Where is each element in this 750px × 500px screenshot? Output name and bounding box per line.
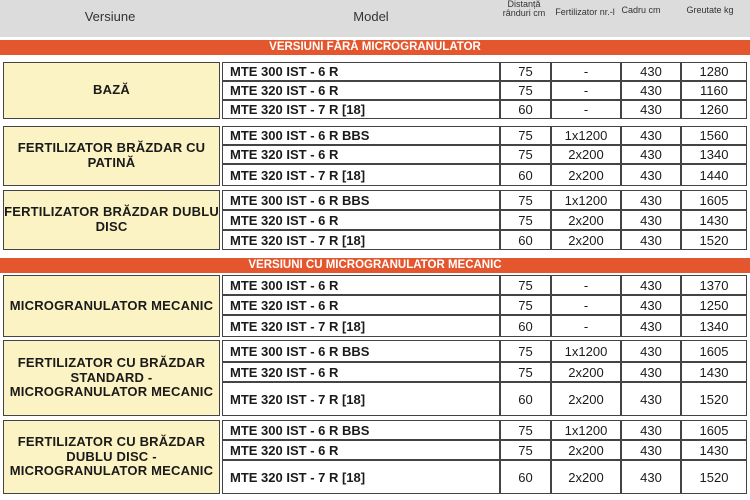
cell-cadru: 430 — [621, 315, 681, 337]
cell-cadru: 430 — [621, 190, 681, 210]
cell-model: MTE 320 IST - 7 R [18] — [222, 460, 500, 494]
table-row — [222, 362, 747, 382]
version-label: FERTILIZATOR BRĂZDAR CU PATINĂ — [3, 126, 220, 186]
cell-distanta: 75 — [500, 275, 551, 295]
table-row — [222, 440, 747, 460]
table-row — [222, 145, 747, 164]
cell-fertilizator: 2x200 — [551, 164, 621, 186]
cell-greutate: 1560 — [681, 126, 747, 145]
cell-greutate: 1605 — [681, 190, 747, 210]
cell-fertilizator: 2x200 — [551, 210, 621, 230]
table-row — [222, 275, 747, 295]
cell-greutate: 1430 — [681, 210, 747, 230]
cell-distanta: 60 — [500, 460, 551, 494]
cell-distanta: 75 — [500, 420, 551, 440]
cell-model: MTE 320 IST - 6 R — [222, 295, 500, 315]
cell-cadru: 430 — [621, 420, 681, 440]
cell-distanta: 60 — [500, 315, 551, 337]
cell-model: MTE 320 IST - 7 R [18] — [222, 100, 500, 119]
cell-distanta: 60 — [500, 382, 551, 416]
cell-model: MTE 300 IST - 6 R BBS — [222, 126, 500, 145]
cell-fertilizator: 1x1200 — [551, 340, 621, 362]
cell-greutate: 1160 — [681, 81, 747, 100]
cell-greutate: 1520 — [681, 230, 747, 250]
cell-greutate: 1340 — [681, 145, 747, 164]
table-row — [222, 62, 747, 81]
cell-fertilizator: 1x1200 — [551, 420, 621, 440]
header-greutate: Greutate kg — [686, 5, 734, 15]
cell-model: MTE 300 IST - 6 R — [222, 62, 500, 81]
cell-fertilizator: - — [551, 295, 621, 315]
cell-distanta: 60 — [500, 164, 551, 186]
cell-model: MTE 320 IST - 7 R [18] — [222, 382, 500, 416]
cell-model: MTE 320 IST - 6 R — [222, 210, 500, 230]
header-model: Model — [353, 9, 389, 24]
cell-model: MTE 320 IST - 6 R — [222, 362, 500, 382]
cell-cadru: 430 — [621, 81, 681, 100]
cell-distanta: 75 — [500, 210, 551, 230]
cell-greutate: 1370 — [681, 275, 747, 295]
header-fertilizator: Fertilizator nr.-l — [555, 7, 615, 17]
cell-distanta: 75 — [500, 440, 551, 460]
cell-greutate: 1520 — [681, 382, 747, 416]
cell-greutate: 1250 — [681, 295, 747, 315]
cell-fertilizator: 2x200 — [551, 145, 621, 164]
header-versiune: Versiune — [84, 9, 136, 24]
table-row — [222, 315, 747, 337]
table-row — [222, 190, 747, 210]
cell-model: MTE 300 IST - 6 R BBS — [222, 190, 500, 210]
cell-greutate: 1280 — [681, 62, 747, 81]
cell-fertilizator: 1x1200 — [551, 190, 621, 210]
cell-fertilizator: 1x1200 — [551, 126, 621, 145]
header-distanta: Distanță rânduri cm — [502, 0, 546, 19]
cell-distanta: 60 — [500, 230, 551, 250]
header-cadru: Cadru cm — [621, 5, 661, 15]
cell-cadru: 430 — [621, 295, 681, 315]
cell-model: MTE 320 IST - 7 R [18] — [222, 230, 500, 250]
cell-cadru: 430 — [621, 460, 681, 494]
version-label: FERTILIZATOR CU BRĂZDAR DUBLU DISC - MICROGRANULATOR MECANIC — [3, 420, 220, 494]
cell-greutate: 1605 — [681, 340, 747, 362]
cell-model: MTE 320 IST - 7 R [18] — [222, 315, 500, 337]
cell-distanta: 75 — [500, 362, 551, 382]
cell-greutate: 1340 — [681, 315, 747, 337]
cell-cadru: 430 — [621, 62, 681, 81]
version-label: MICROGRANULATOR MECANIC — [3, 275, 220, 337]
table-row — [222, 382, 747, 416]
cell-distanta: 75 — [500, 62, 551, 81]
version-label: FERTILIZATOR CU BRĂZDAR STANDARD - MICROGRANULATOR MECANIC — [3, 340, 220, 416]
table-row — [222, 210, 747, 230]
cell-model: MTE 320 IST - 6 R — [222, 440, 500, 460]
cell-cadru: 430 — [621, 382, 681, 416]
table-row — [222, 100, 747, 119]
section-banner-cu-microgranulator: VERSIUNI CU MICROGRANULATOR MECANIC — [0, 258, 750, 273]
table-row — [222, 126, 747, 145]
cell-cadru: 430 — [621, 126, 681, 145]
cell-greutate: 1520 — [681, 460, 747, 494]
cell-distanta: 75 — [500, 340, 551, 362]
cell-fertilizator: 2x200 — [551, 460, 621, 494]
version-label: BAZĂ — [3, 62, 220, 119]
cell-cadru: 430 — [621, 340, 681, 362]
table-row — [222, 164, 747, 186]
cell-cadru: 430 — [621, 100, 681, 119]
table-row — [222, 420, 747, 440]
cell-model: MTE 320 IST - 7 R [18] — [222, 164, 500, 186]
cell-fertilizator: 2x200 — [551, 230, 621, 250]
version-label: FERTILIZATOR BRĂZDAR DUBLU DISC — [3, 190, 220, 250]
cell-greutate: 1440 — [681, 164, 747, 186]
cell-greutate: 1260 — [681, 100, 747, 119]
cell-model: MTE 300 IST - 6 R BBS — [222, 420, 500, 440]
cell-cadru: 430 — [621, 230, 681, 250]
table-row — [222, 460, 747, 494]
table-row — [222, 81, 747, 100]
cell-fertilizator: 2x200 — [551, 362, 621, 382]
cell-distanta: 75 — [500, 145, 551, 164]
cell-fertilizator: - — [551, 275, 621, 295]
cell-distanta: 75 — [500, 81, 551, 100]
cell-greutate: 1430 — [681, 362, 747, 382]
cell-cadru: 430 — [621, 145, 681, 164]
cell-fertilizator: 2x200 — [551, 440, 621, 460]
table-row — [222, 340, 747, 362]
cell-fertilizator: - — [551, 81, 621, 100]
table-row — [222, 295, 747, 315]
table-row — [222, 230, 747, 250]
cell-fertilizator: - — [551, 62, 621, 81]
cell-fertilizator: 2x200 — [551, 382, 621, 416]
cell-greutate: 1605 — [681, 420, 747, 440]
cell-distanta: 75 — [500, 190, 551, 210]
table-header — [0, 0, 750, 37]
cell-fertilizator: - — [551, 315, 621, 337]
cell-model: MTE 320 IST - 6 R — [222, 145, 500, 164]
cell-distanta: 75 — [500, 295, 551, 315]
cell-cadru: 430 — [621, 275, 681, 295]
cell-model: MTE 320 IST - 6 R — [222, 81, 500, 100]
cell-cadru: 430 — [621, 210, 681, 230]
cell-fertilizator: - — [551, 100, 621, 119]
cell-model: MTE 300 IST - 6 R BBS — [222, 340, 500, 362]
cell-cadru: 430 — [621, 164, 681, 186]
cell-greutate: 1430 — [681, 440, 747, 460]
section-banner-fara-microgranulator: VERSIUNI FĂRĂ MICROGRANULATOR — [0, 40, 750, 55]
cell-model: MTE 300 IST - 6 R — [222, 275, 500, 295]
cell-cadru: 430 — [621, 362, 681, 382]
cell-cadru: 430 — [621, 440, 681, 460]
cell-distanta: 75 — [500, 126, 551, 145]
cell-distanta: 60 — [500, 100, 551, 119]
